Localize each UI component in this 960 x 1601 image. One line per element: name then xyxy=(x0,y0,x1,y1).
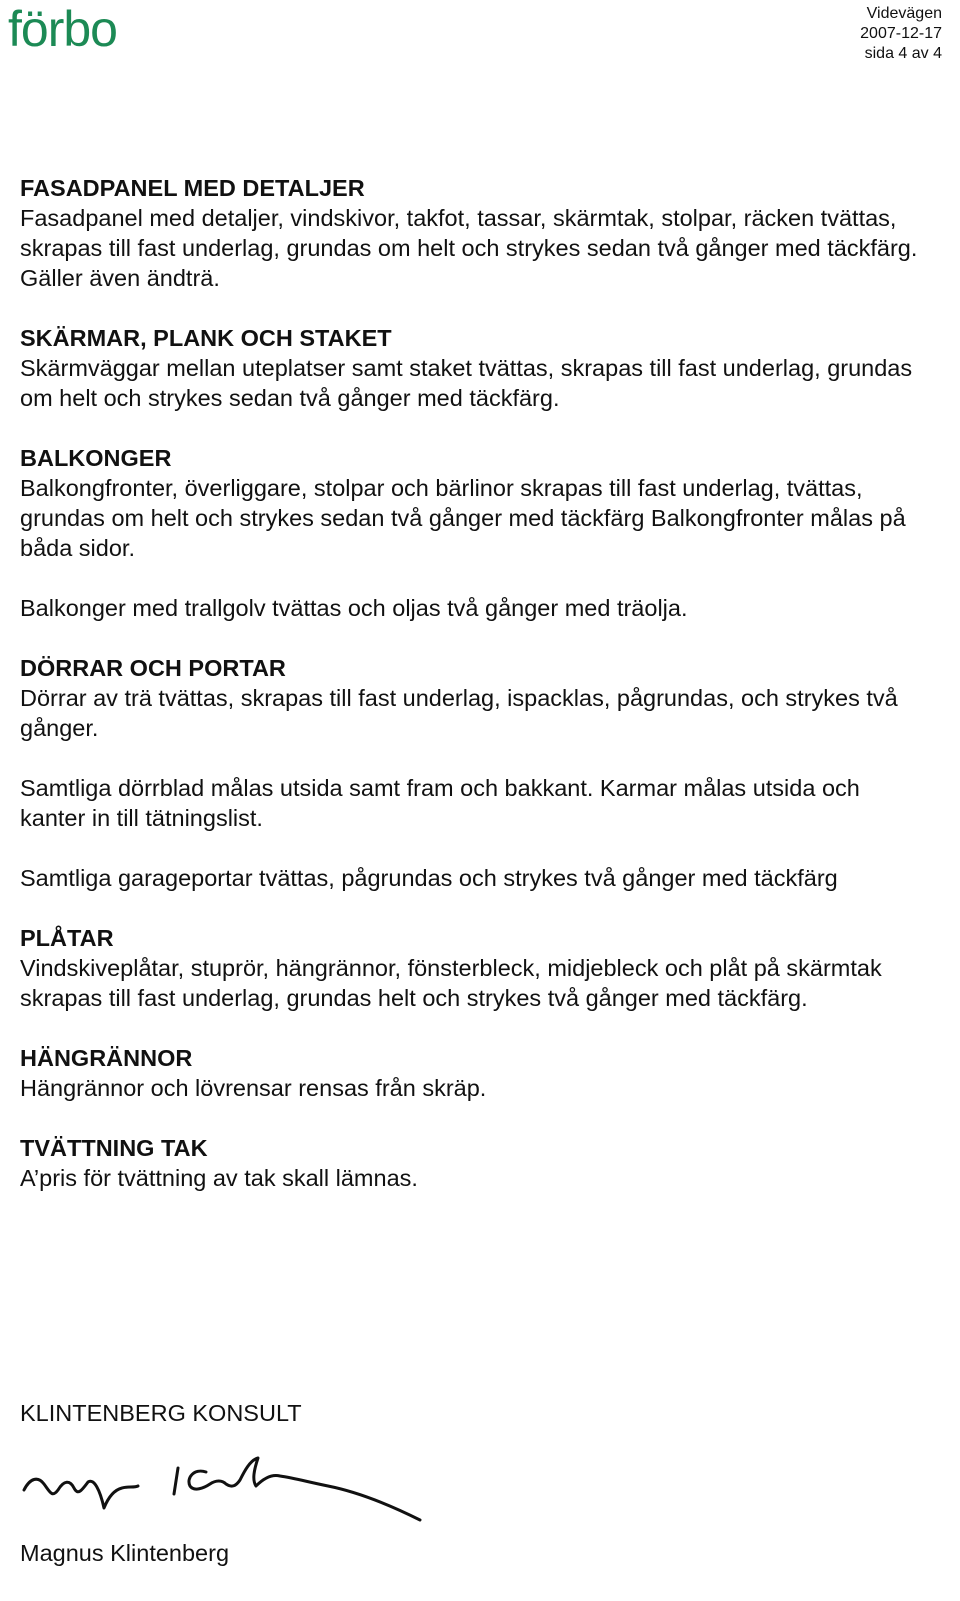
section-paragraph: Vindskiveplåtar, stuprör, hängrännor, fönsterbleck, midjebleck och plåt på skärmtak skrapas till fast underlag, grundas helt och strykes två gånger med täckfärg. xyxy=(20,955,882,1011)
page-number: sida 4 av 4 xyxy=(864,45,942,62)
section-heading: PLÅTAR xyxy=(20,925,114,951)
section-heading: DÖRRAR OCH PORTAR xyxy=(20,655,286,681)
section-heading: BALKONGER xyxy=(20,445,172,471)
section-paragraph: Gäller även ändträ. xyxy=(20,265,220,291)
section-paragraph: Dörrar av trä tvättas, skrapas till fast underlag, ispacklas, pågrundas, och strykes två gånger. xyxy=(20,685,898,741)
section-paragraph: Fasadpanel med detaljer, vindskivor, takfot, tassar, skärmtak, stolpar, räcken tvättas, skrapas till fast underlag, grundas om helt och strykes sedan två gånger med täckfärg. xyxy=(20,205,918,261)
forbo-logo xyxy=(6,0,146,56)
section-heading: HÄNGRÄNNOR xyxy=(20,1045,193,1071)
section-paragraph: Samtliga dörrblad målas utsida samt fram och bakkant. Karmar målas utsida och kanter in till tätningslist. xyxy=(20,775,860,831)
section-fasadpanel xyxy=(20,173,930,293)
section-dorrar xyxy=(20,653,930,893)
section-tvattning-tak xyxy=(20,1133,930,1193)
document-date: 2007-12-17 xyxy=(860,25,942,42)
section-paragraph: Balkonger med trallgolv tvättas och oljas två gånger med träolja. xyxy=(20,595,688,621)
section-hangrannor xyxy=(20,1043,930,1103)
document-body xyxy=(20,173,930,1193)
section-heading: TVÄTTNING TAK xyxy=(20,1135,208,1161)
signer-name: Magnus Klintenberg xyxy=(20,1540,230,1566)
section-balkonger xyxy=(20,443,930,623)
section-paragraph: A’pris för tvättning av tak skall lämnas. xyxy=(20,1165,418,1191)
section-heading: FASADPANEL MED DETALJER xyxy=(20,175,365,201)
section-skarmar xyxy=(20,323,930,413)
section-heading: SKÄRMAR, PLANK OCH STAKET xyxy=(20,325,392,351)
section-paragraph: Skärmväggar mellan uteplatser samt staket tvättas, skrapas till fast underlag, grundas om helt och strykes sedan två gånger med täckfärg. xyxy=(20,355,913,411)
section-paragraph: Samtliga garageportar tvättas, pågrundas och strykes två gånger med täckfärg xyxy=(20,865,838,891)
company-name: KLINTENBERG KONSULT xyxy=(20,1400,302,1426)
section-paragraph: Hängrännor och lövrensar rensas från skräp. xyxy=(20,1075,487,1101)
header-meta xyxy=(860,4,942,64)
section-platar xyxy=(20,923,930,1013)
svg-text:förbo: förbo xyxy=(8,1,117,56)
handwritten-signature xyxy=(18,1450,428,1540)
project-name: Videvägen xyxy=(866,5,942,22)
section-paragraph: Balkongfronter, överliggare, stolpar och bärlinor skrapas till fast underlag, tvättas, grundas om helt och strykes sedan två gånger med täckfärg Balkongfronter målas på båda sidor. xyxy=(20,475,906,561)
